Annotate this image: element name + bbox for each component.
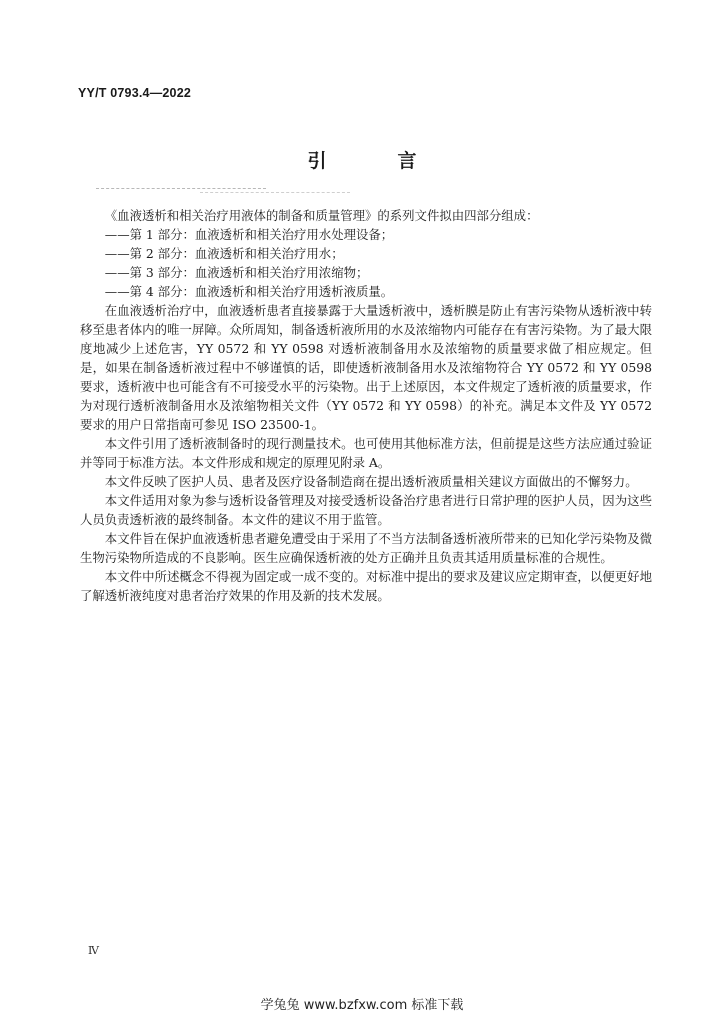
series-part-item: ——第 3 部分：血液透析和相关治疗用浓缩物； [104,265,369,280]
introduction-body [80,206,652,605]
page-title: 引 言 [307,150,443,172]
series-part-item: ——第 4 部分：血液透析和相关治疗用透析液质量。 [104,284,394,299]
scan-artifact-line [200,192,350,193]
body-paragraph: 在血液透析治疗中，血液透析患者直接暴露于大量透析液中，透析膜是防止有害污染物从透析液中转移至患者体内的唯一屏障。众所周知，制备透析液所用的水及浓缩物内可能存在有害污染物。为了最大限度地减少上述危害，YY 0572 和 YY 0598 对透析液制备用水及浓缩物的质量要求做了相应规定。但是，如果在制备透析液过程中不够谨慎的话，即使透析液制备用水及浓缩物符合 YY 0572 和 YY 0598 要求，透析液中也可能含有不可接受水平的污染物。出于上述原因，本文件规定了透析液的质量要求，作为对现行透析液制备用水及浓缩物相关文件（YY 0572 和 YY 0598）的补充。满足本文件及 YY 0572 要求的用户日常指南可参见 ISO 23500-1。 [80,303,652,432]
body-paragraph: 本文件适用对象为参与透析设备管理及对接受透析设备治疗患者进行日常护理的医护人员，因为这些人员负责透析液的最终制备。本文件的建议不用于监管。 [80,493,652,527]
series-part-item: ——第 1 部分：血液透析和相关治疗用水处理设备； [104,227,394,242]
body-paragraph: 本文件中所述概念不得视为固定或一成不变的。对标准中提出的要求及建议应定期审查，以便更好地了解透析液纯度对患者治疗效果的作用及新的技术发展。 [80,569,652,603]
series-intro-paragraph: 《血液透析和相关治疗用液体的制备和质量管理》的系列文件拟由四部分组成： [104,208,539,223]
body-paragraph: 本文件引用了透析液制备时的现行测量技术。也可使用其他标准方法，但前提是这些方法应通过验证并等同于标准方法。本文件形成和规定的原理见附录 A。 [80,436,652,470]
document-code: YY/T 0793.4—2022 [78,86,191,100]
body-paragraph: 本文件旨在保护血液透析患者避免遭受由于采用了不当方法制备透析液所带来的已知化学污染物及微生物污染物所造成的不良影响。医生应确保透析液的处方正确并且负责其适用质量标准的合规性。 [80,531,652,565]
footer-watermark-text: 学兔兔 www.bzfxw.com 标准下载 [260,998,464,1013]
body-paragraph: 本文件反映了医护人员、患者及医疗设备制造商在提出透析液质量相关建议方面做出的不懈努力。 [104,474,638,489]
page-number: Ⅳ [88,944,99,957]
series-part-item: ——第 2 部分：血液透析和相关治疗用水； [104,246,344,261]
scan-artifact-line [96,188,266,189]
